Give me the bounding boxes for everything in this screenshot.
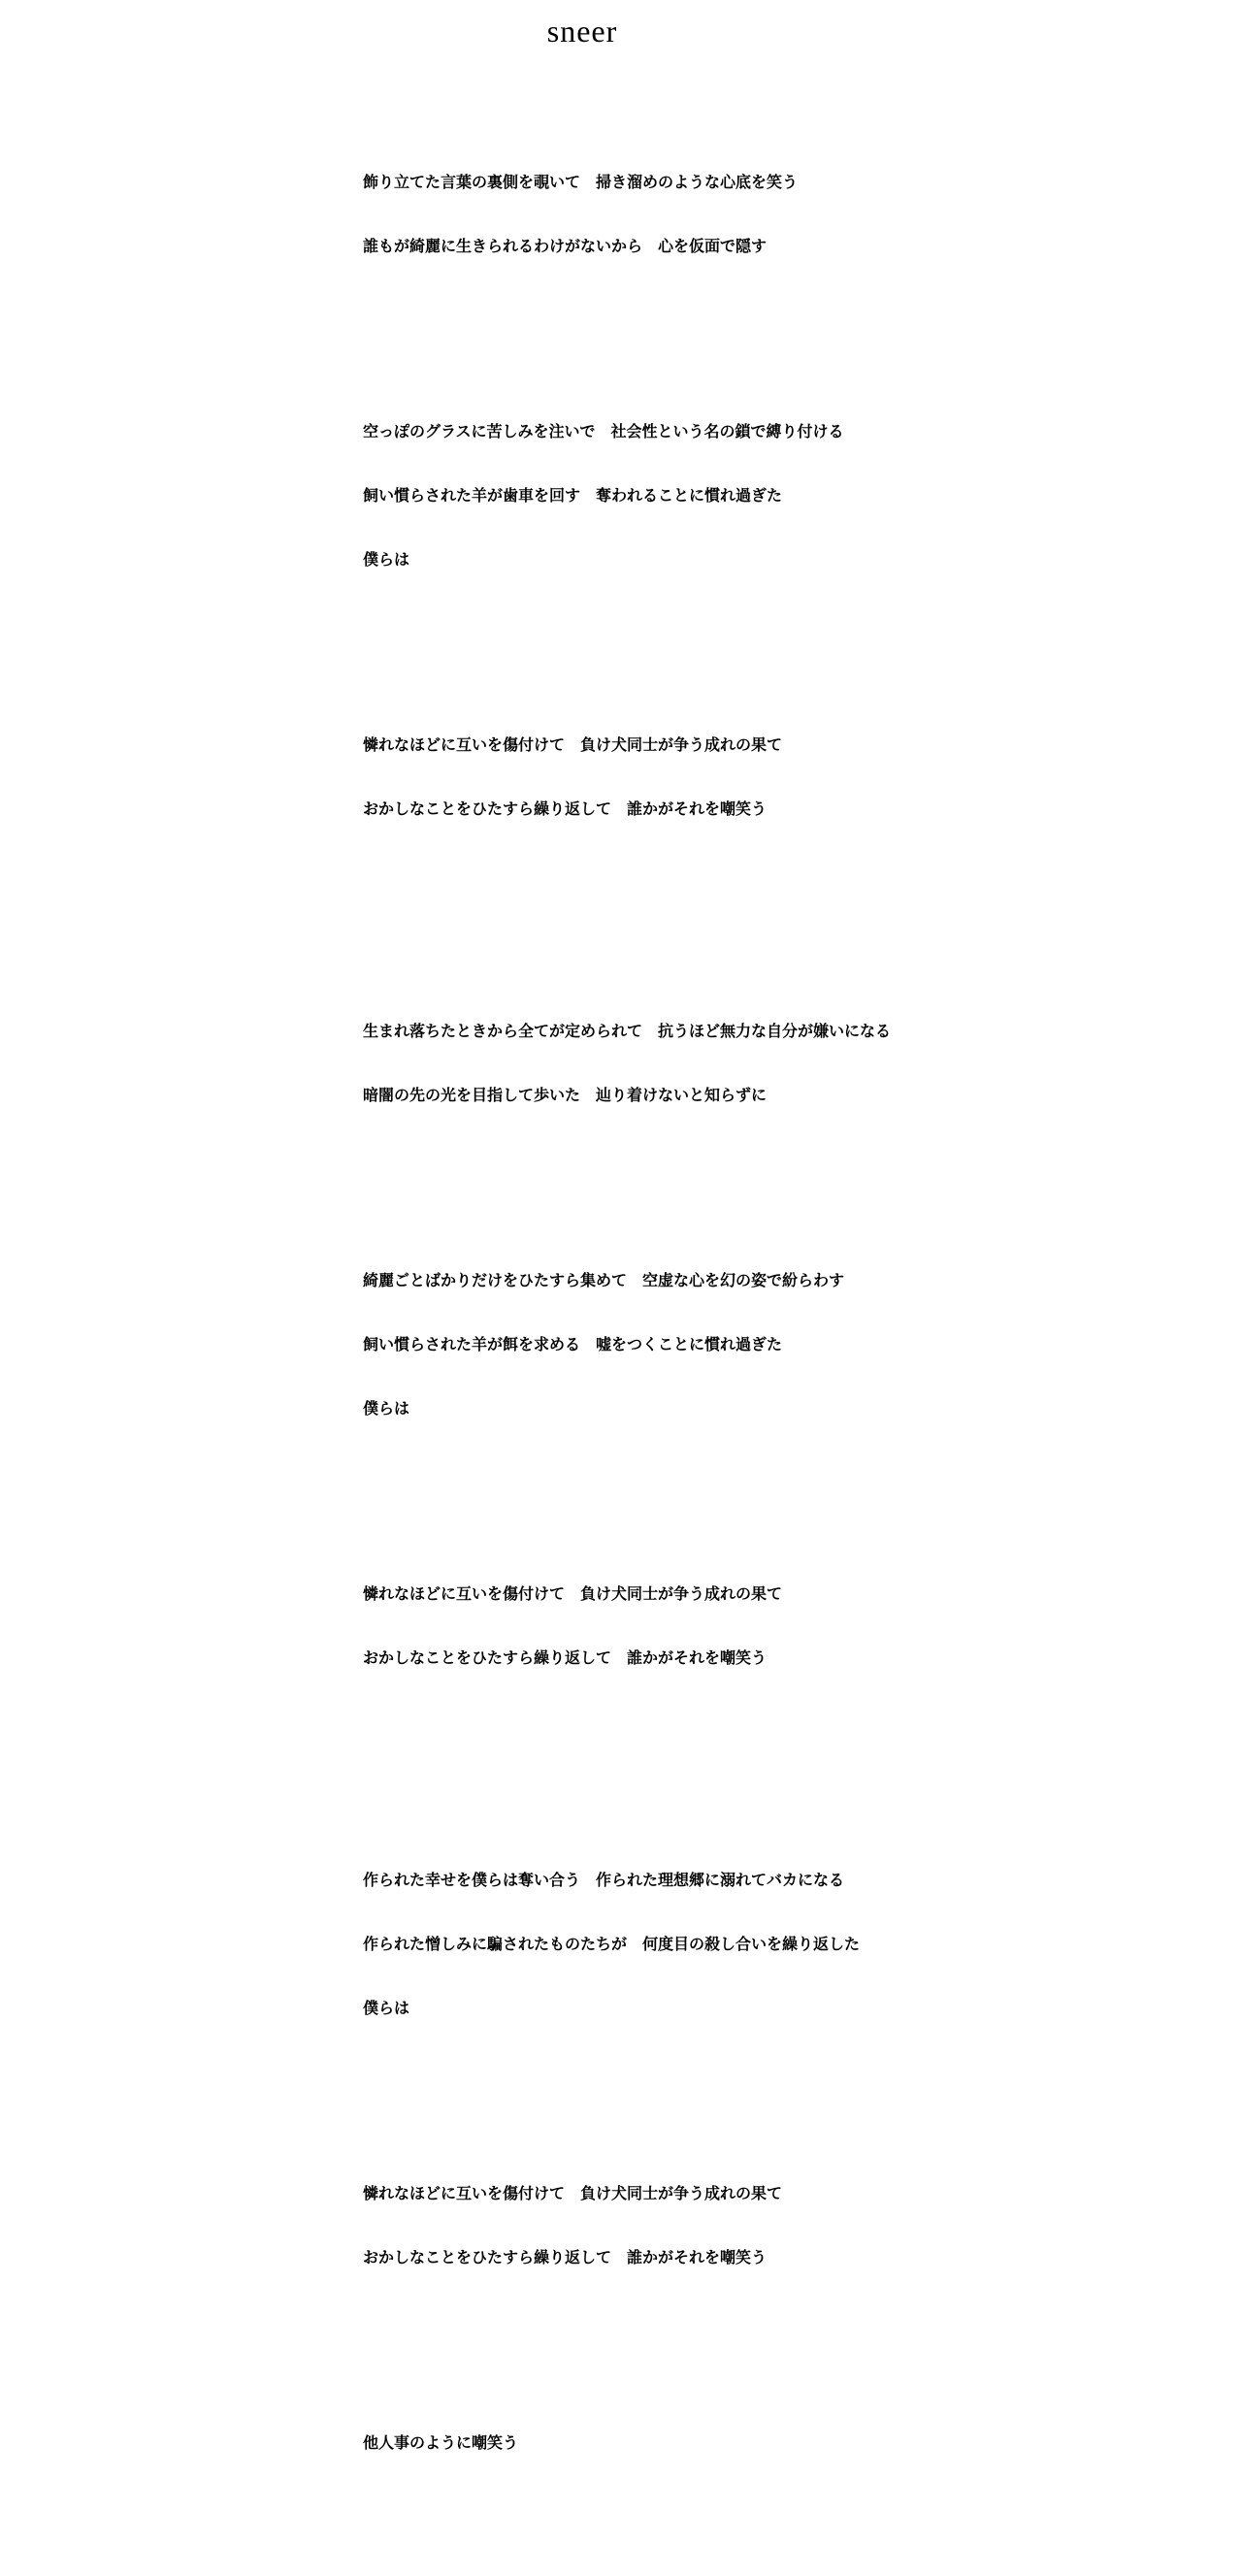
lyric-line: 作られた幸せを僕らは奪い合う 作られた理想郷に溺れてバカになる [363,1873,845,1889]
stanza-verse-2b [363,1228,891,1463]
lyric-line: 空っぽのグラスに苦しみを注いで 社会性という名の鎖で縛り付ける [363,424,844,440]
stanza-chorus-3 [363,2141,891,2312]
lyric-line: 憐れなほどに互いを傷付けて 負け犬同士が争う成れの果て [363,2186,783,2202]
stanza-verse-1a [363,130,891,301]
lyric-line: 作られた憎しみに騙されたものたちが 何度目の殺し合いを繰り返した [363,1937,861,1953]
lyric-line: 僕らは [363,2001,410,2017]
lyrics-body [363,66,891,2576]
stanza-bridge [363,1828,891,2063]
lyric-line: 綺麗ごとばかりだけをひたすら集めて 空虚な心を幻の姿で紛らわす [363,1273,845,1289]
lyric-line: おかしなことをひたすら繰り返して 誰かがそれを嘲笑う [363,801,768,818]
lyric-line: 飾り立てた言葉の裏側を覗いて 掃き溜めのような心底を笑う [363,175,799,191]
lyric-line: 飼い慣らされた羊が歯車を回す 奪われることに慣れ過ぎた [363,488,783,505]
lyric-line: 憐れなほどに互いを傷付けて 負け犬同士が争う成れの果て [363,1586,783,1603]
lyric-line: 生まれ落ちたときから全てが定められて 抗うほど無力な自分が嫌いになる [363,1024,892,1040]
lyric-line: 誰もが綺麗に生きられるわけがないから 心を仮面で隠す [363,239,768,255]
lyric-line: 飼い慣らされた羊が餌を求める 嘘をつくことに慣れ過ぎた [363,1337,783,1353]
stanza-verse-1b [363,379,891,614]
stanza-chorus-1 [363,693,891,864]
stanza-chorus-2 [363,1542,891,1712]
lyric-line: 暗闇の先の光を目指して歩いた 辿り着けないと知らずに [363,1088,768,1104]
lyric-line: 僕らは [363,552,410,569]
lyric-line: おかしなことをひたすら繰り返して 誰かがそれを嘲笑う [363,2250,768,2266]
page-title: sneer [546,14,618,49]
stanza-verse-2a [363,979,891,1150]
lyric-line: 僕らは [363,1401,410,1418]
lyric-line: おかしなことをひたすら繰り返して 誰かがそれを嘲笑う [363,1650,768,1667]
stanza-outro [363,2391,891,2497]
lyric-line: 他人事のように嘲笑う [363,2435,519,2452]
lyric-line: 憐れなほどに互いを傷付けて 負け犬同士が争う成れの果て [363,737,783,754]
